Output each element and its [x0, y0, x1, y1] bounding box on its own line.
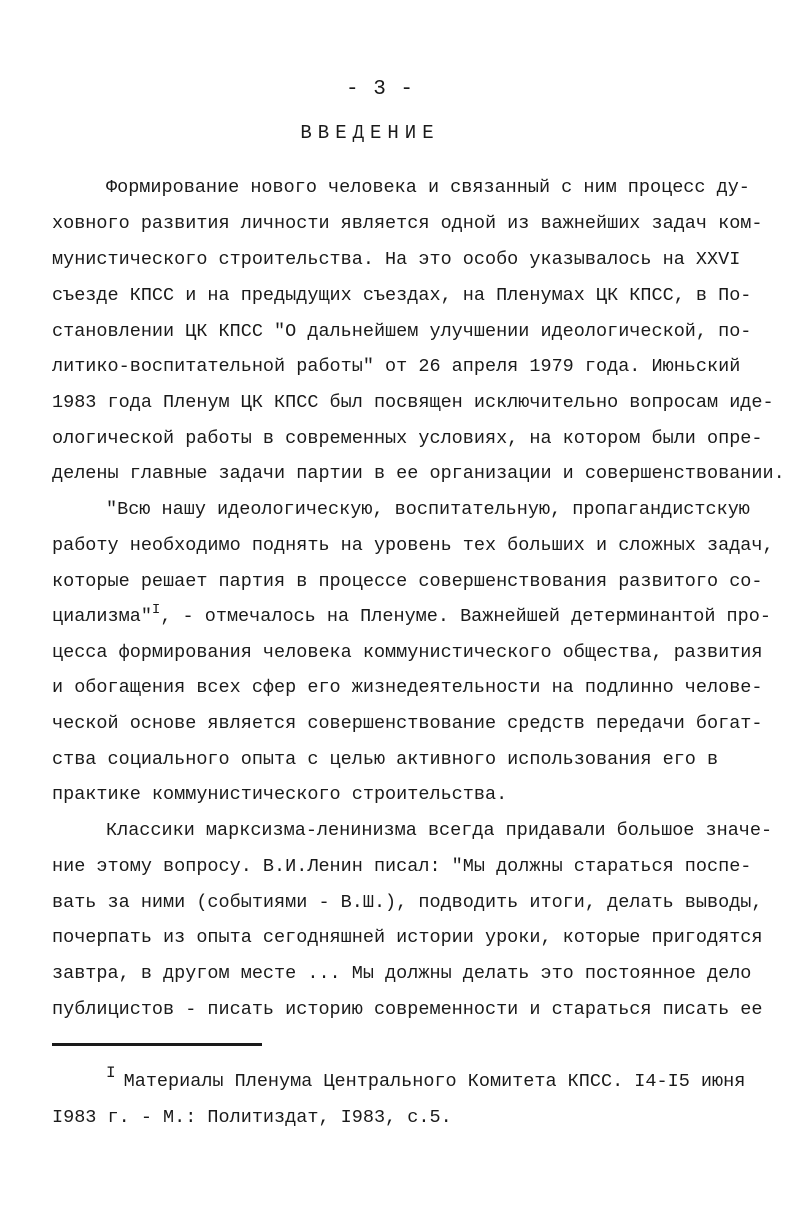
- footnote-divider: [52, 1043, 262, 1046]
- body-line: и обогащения всех сфер его жизнедеятельности на подлинно челове-: [52, 677, 763, 698]
- footnote-text: Материалы Пленума Центрального Комитета КПСС. I4-I5 июня: [123, 1071, 746, 1092]
- quote-continuation: , - отмечалось на Пленуме. Важнейшей детерминантой про-: [160, 606, 771, 627]
- body-line: ние этому вопросу. В.И.Ленин писал: "Мы должны стараться поспе-: [52, 856, 752, 877]
- body-line: завтра, в другом месте ... Мы должны делать это постоянное дело: [52, 963, 752, 984]
- body-line: съезде КПСС и на предыдущих съездах, на Пленумах ЦК КПСС, в По-: [52, 285, 752, 306]
- body-line: работу необходимо поднять на уровень тех больших и сложных задач,: [52, 535, 774, 556]
- body-line: которые решает партия в процессе совершенствования развитого со-: [52, 571, 763, 592]
- body-line: вать за ними (событиями - В.Ш.), подводить итоги, делать выводы,: [52, 892, 763, 913]
- body-line: почерпать из опыта сегодняшней истории уроки, которые пригодятся: [52, 927, 763, 948]
- quote-end: циализма": [52, 606, 152, 627]
- body-line: 1983 года Пленум ЦК КПСС был посвящен исключительно вопросам иде-: [52, 392, 774, 413]
- body-line: становлении ЦК КПСС "О дальнейшем улучшении идеологической, по-: [52, 321, 752, 342]
- footnote-line: I983 г. - М.: Политиздат, I983, с.5.: [52, 1107, 452, 1128]
- body-line: ологической работы в современных условиях, на котором были опре-: [52, 428, 763, 449]
- footnote-reference: I: [151, 602, 161, 618]
- body-line: ческой основе является совершенствование средств передачи богат-: [52, 713, 763, 734]
- body-line: практике коммунистического строительства.: [52, 784, 508, 805]
- body-line: Формирование нового человека и связанный с ним процесс ду-: [106, 177, 750, 198]
- body-line: цесса формирования человека коммунистического общества, развития: [52, 642, 763, 663]
- body-line: литико-воспитательной работы" от 26 апреля 1979 года. Июньский: [52, 356, 741, 377]
- footnote-line: [106, 1064, 746, 1094]
- body-line: ства социального опыта с целью активного использования его в: [52, 749, 719, 770]
- body-line: публицистов - писать историю современности и стараться писать ее: [52, 999, 763, 1020]
- body-line-with-footnote-ref: [52, 602, 771, 629]
- body-line: мунистического строительства. На это особо указывалось на XXVI: [52, 249, 741, 270]
- footnote-number: I: [106, 1064, 116, 1082]
- section-title: ВВЕДЕНИЕ: [300, 122, 440, 144]
- body-line: делены главные задачи партии в ее организации и совершенствовании.: [52, 463, 785, 484]
- body-line: ховного развития личности является одной из важнейших задач ком-: [52, 213, 763, 234]
- page-number: - 3 -: [345, 78, 414, 101]
- body-line: "Всю нашу идеологическую, воспитательную, пропагандистскую: [106, 499, 750, 520]
- body-line: Классики марксизма-ленинизма всегда придавали большое значе-: [106, 820, 773, 841]
